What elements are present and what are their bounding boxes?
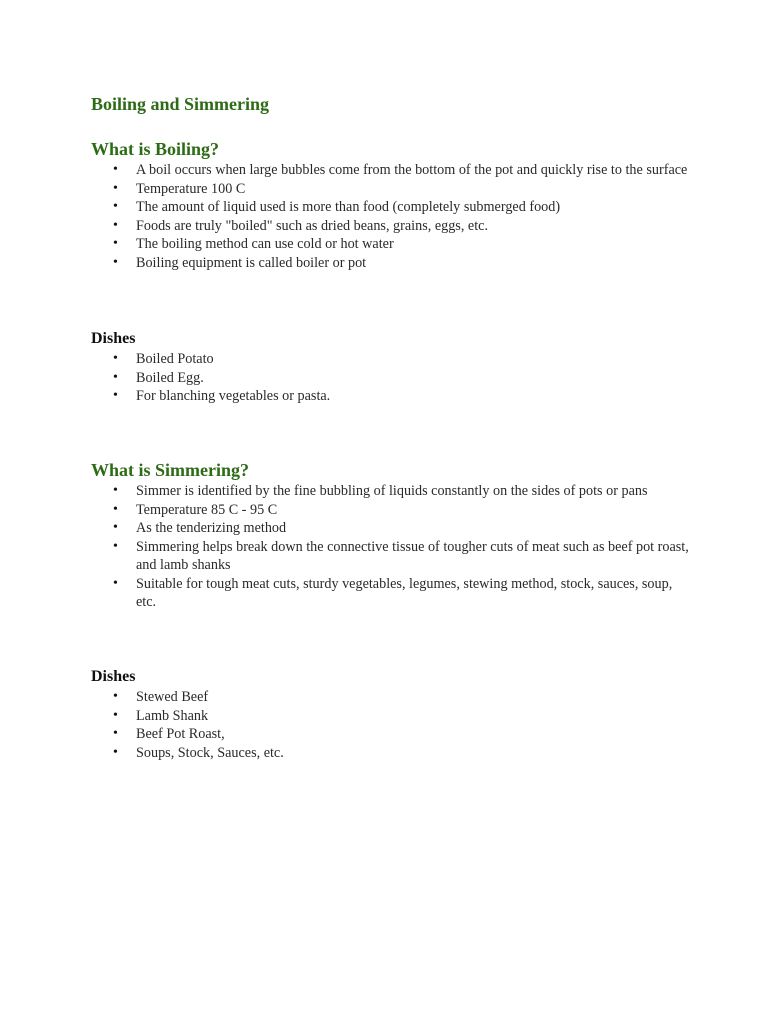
list-item: • The amount of liquid used is more than food (completely submerged food) xyxy=(91,198,691,217)
list-item: • Simmer is identified by the fine bubbling of liquids constantly on the sides of pots or pans xyxy=(91,482,691,501)
list-item: • Temperature 100 C xyxy=(91,180,691,199)
list-item: • Boiled Egg. xyxy=(91,369,691,388)
list-item: • Boiling equipment is called boiler or pot xyxy=(91,254,691,273)
boiling-dishes-list xyxy=(91,350,691,406)
list-item: • Simmering helps break down the connective tissue of tougher cuts of meat such as beef pot roast, and lamb shanks xyxy=(91,538,691,575)
boiling-list xyxy=(91,161,691,272)
boiling-heading: What is Boiling? xyxy=(91,139,220,159)
list-item: • Boiled Potato xyxy=(91,350,691,369)
list-item: • As the tenderizing method xyxy=(91,519,691,538)
list-item: • Foods are truly "boiled" such as dried beans, grains, eggs, etc. xyxy=(91,217,691,236)
simmering-list xyxy=(91,482,691,612)
document-title: Boiling and Simmering xyxy=(91,94,270,114)
simmering-dishes-heading: Dishes xyxy=(91,668,136,685)
list-item: • Soups, Stock, Sauces, etc. xyxy=(91,744,691,763)
simmering-heading: What is Simmering? xyxy=(91,460,250,480)
simmering-dishes-list xyxy=(91,688,691,762)
list-item: • A boil occurs when large bubbles come from the bottom of the pot and quickly rise to the surface xyxy=(91,161,691,180)
list-item: • Temperature 85 C - 95 C xyxy=(91,501,691,520)
list-item: • For blanching vegetables or pasta. xyxy=(91,387,691,406)
list-item: • Stewed Beef xyxy=(91,688,691,707)
list-item: • Suitable for tough meat cuts, sturdy vegetables, legumes, stewing method, stock, sauces, soup, etc. xyxy=(91,575,691,612)
boiling-dishes-heading: Dishes xyxy=(91,330,136,347)
list-item: • The boiling method can use cold or hot water xyxy=(91,235,691,254)
list-item: • Lamb Shank xyxy=(91,707,691,726)
list-item: • Beef Pot Roast, xyxy=(91,725,691,744)
